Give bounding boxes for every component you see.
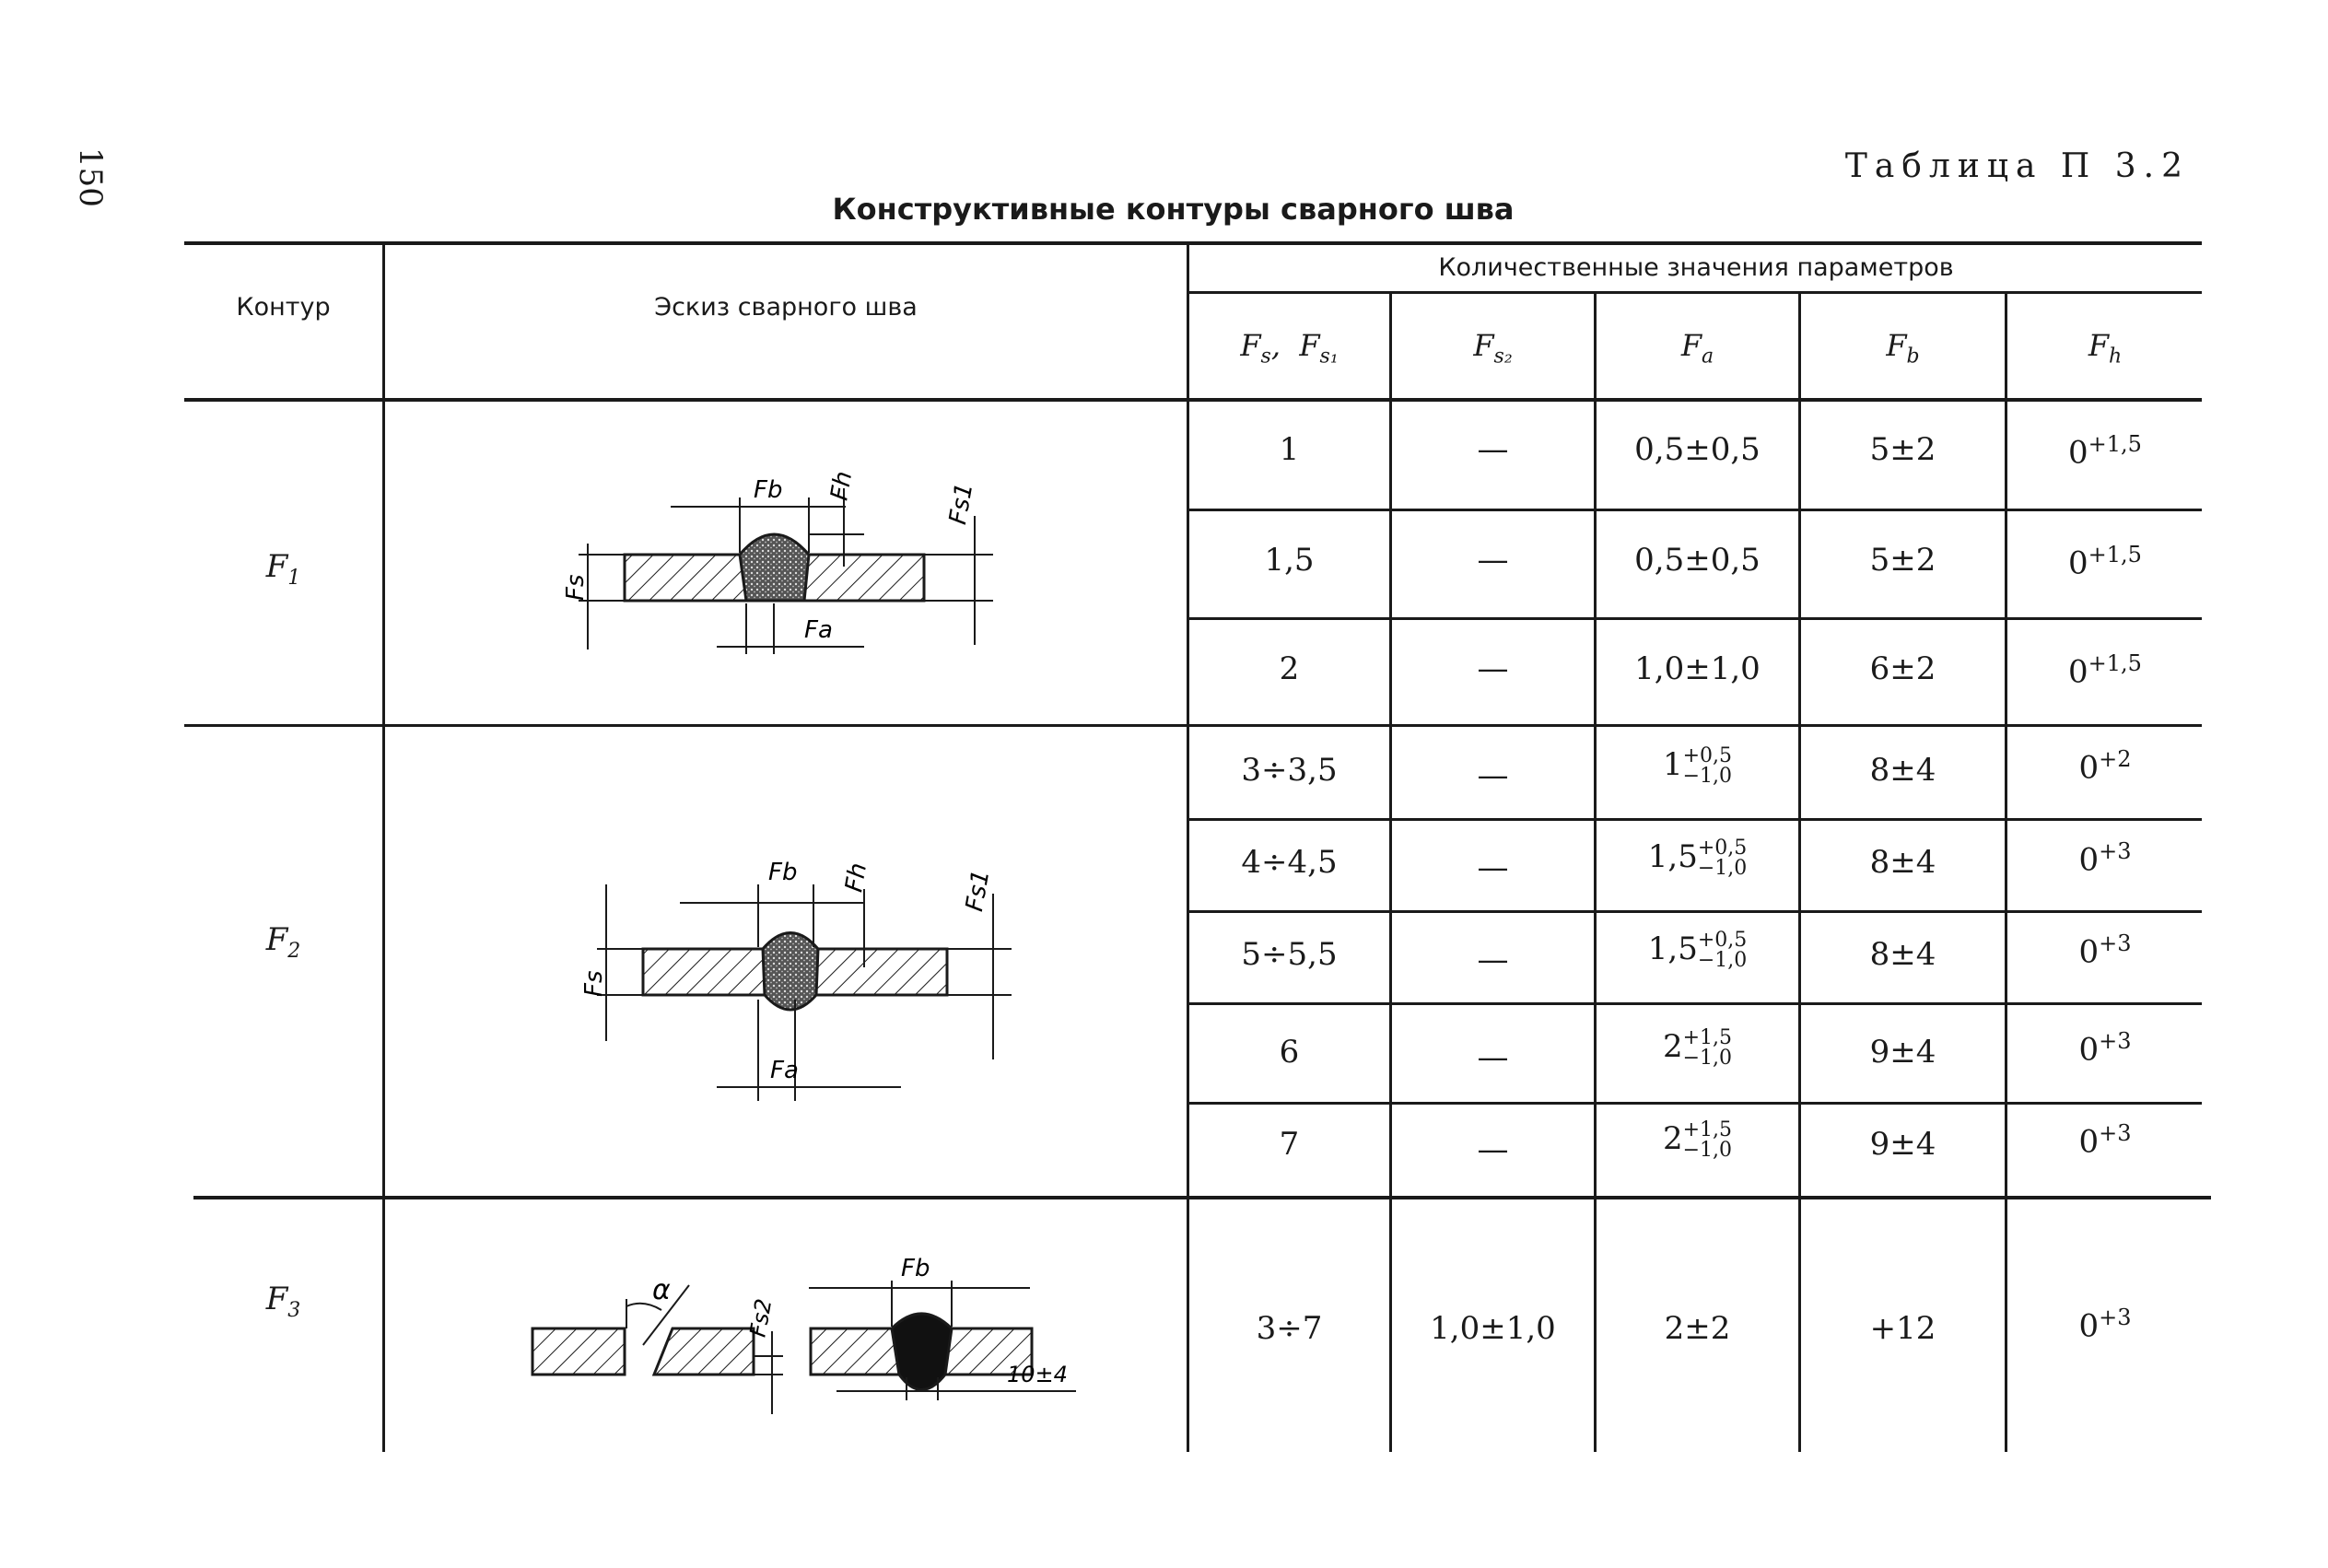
sketch-f3: [385, 1207, 1187, 1465]
cell-fb: 9±4: [1869, 1034, 1936, 1071]
cell-fs2: —: [1477, 1131, 1509, 1168]
cell-fs2: —: [1477, 650, 1509, 687]
table-title: Конструктивные контуры сварного шва: [832, 192, 1515, 227]
rule-group: [193, 1196, 2211, 1199]
cell-fh: $0^{+3}$: [2078, 1305, 2132, 1345]
cell-fb: 5±2: [1869, 431, 1936, 468]
sketch-label-fs1: Fs1: [960, 867, 996, 914]
sketch-label-fh: Fh: [825, 469, 859, 503]
cell-fs: 2: [1279, 650, 1300, 687]
weld-bead: [892, 1314, 952, 1390]
cell-fa: 2 +1,5 −1,0: [1662, 1118, 1733, 1162]
cell-fs: 6: [1279, 1034, 1300, 1071]
sketch-label-fb: Fb: [754, 476, 783, 504]
plate-left: [625, 555, 758, 601]
cell-fs: 4÷4,5: [1241, 844, 1338, 881]
cell-fs2: —: [1477, 849, 1509, 886]
header-contour: Контур: [236, 293, 331, 322]
sketch-f1: [385, 405, 1187, 719]
cell-fa: 1,5 +0,5 −1,0: [1647, 837, 1748, 880]
cell-fh: $0^{+1,5}$: [2068, 650, 2142, 691]
sketch-label-fs2: Fs2: [744, 1296, 778, 1340]
sketch-label-dim: 10±4: [1007, 1362, 1068, 1387]
cell-fb: 6±2: [1869, 650, 1936, 687]
rule-row: [1188, 509, 2202, 511]
cell-fa: 2 +1,5 −1,0: [1662, 1026, 1733, 1070]
cell-fa: 1 +0,5 −1,0: [1662, 744, 1733, 788]
cell-fh: $0^{+1,5}$: [2068, 542, 2142, 582]
cell-fs: 5÷5,5: [1241, 936, 1338, 973]
header-fa: $F_a$: [1680, 328, 1714, 369]
plate-left: [532, 1328, 625, 1375]
cell-fb: +12: [1869, 1310, 1936, 1347]
table-label: Таблица П 3.2: [1844, 147, 2190, 185]
sketch-f2: [385, 774, 1187, 1161]
cell-fa: 1,5 +0,5 −1,0: [1647, 929, 1748, 972]
header-fs2: $F_{s_2}$: [1473, 328, 1513, 369]
cell-fh: $0^{+3}$: [2078, 838, 2132, 879]
sketch-label-fa: Fa: [770, 1057, 799, 1084]
cell-fb: 8±4: [1869, 844, 1936, 881]
cell-fs2: —: [1477, 1039, 1509, 1076]
sketch-label-fs: Fs: [580, 970, 608, 997]
cell-fa: 0,5±0,5: [1634, 542, 1761, 579]
cell-fh: $0^{+2}$: [2078, 746, 2132, 787]
sketch-label-fs: Fs: [562, 574, 590, 601]
cell-fs: 7: [1279, 1126, 1300, 1163]
top-rule: [184, 241, 2202, 245]
rule-row: [1188, 1102, 2202, 1105]
cell-fh: $0^{+1,5}$: [2068, 431, 2142, 472]
cell-fs2: —: [1477, 942, 1509, 978]
contour-f2: $F_2$: [265, 921, 301, 963]
header-fb: $F_b$: [1886, 328, 1920, 369]
rule-subheader: [1188, 291, 2202, 294]
rule-header-bottom: [184, 398, 2202, 402]
cell-fs2: —: [1477, 431, 1509, 468]
cell-fa: 0,5±0,5: [1634, 431, 1761, 468]
cell-fb: 5±2: [1869, 542, 1936, 579]
page-number: 150: [72, 147, 109, 207]
sketch-label-fh: Fh: [840, 860, 873, 895]
cell-fa: 2±2: [1664, 1310, 1731, 1347]
sketch-label-alpha: α: [652, 1274, 671, 1306]
rule-row: [1188, 617, 2202, 620]
rule-row: [1188, 818, 2202, 821]
cell-fs2: —: [1477, 542, 1509, 579]
sketch-label-fb: Fb: [901, 1255, 930, 1282]
cell-fh: $0^{+3}$: [2078, 930, 2132, 971]
header-quantitative: Количественные значения параметров: [1438, 253, 1954, 282]
plate-right: [790, 555, 924, 601]
weld-bead: [740, 534, 809, 601]
cell-fh: $0^{+3}$: [2078, 1120, 2132, 1161]
header-fh: $F_h$: [2088, 328, 2123, 369]
cell-fb: 8±4: [1869, 752, 1936, 789]
cell-fs2: —: [1477, 757, 1509, 794]
cell-fs: 3÷3,5: [1241, 752, 1338, 789]
sketch-label-fs1: Fs1: [943, 480, 979, 527]
header-fs-fs1: $F_s$, $F_{s_1}$: [1240, 328, 1339, 369]
contour-f3: $F_3$: [265, 1281, 301, 1322]
rule-row: [1188, 1002, 2202, 1005]
cell-fb: 8±4: [1869, 936, 1936, 973]
header-sketch: Эскиз сварного шва: [654, 293, 918, 322]
rule-row: [1188, 910, 2202, 913]
cell-fs: 3÷7: [1256, 1310, 1323, 1347]
cell-fs2: 1,0±1,0: [1430, 1310, 1556, 1347]
plate-left: [643, 949, 781, 995]
cell-fb: 9±4: [1869, 1126, 1936, 1163]
rule-group: [184, 724, 2202, 727]
weld-bead: [763, 933, 818, 1011]
cell-fs: 1,5: [1264, 542, 1315, 579]
contour-f1: $F_1$: [265, 548, 301, 590]
cell-fs: 1: [1279, 431, 1300, 468]
cell-fa: 1,0±1,0: [1634, 650, 1761, 687]
plate-right: [809, 949, 947, 995]
sketch-label-fb: Fb: [768, 859, 798, 886]
sketch-label-fa: Fa: [804, 616, 833, 644]
cell-fh: $0^{+3}$: [2078, 1028, 2132, 1069]
plate-beveled: [654, 1328, 754, 1375]
